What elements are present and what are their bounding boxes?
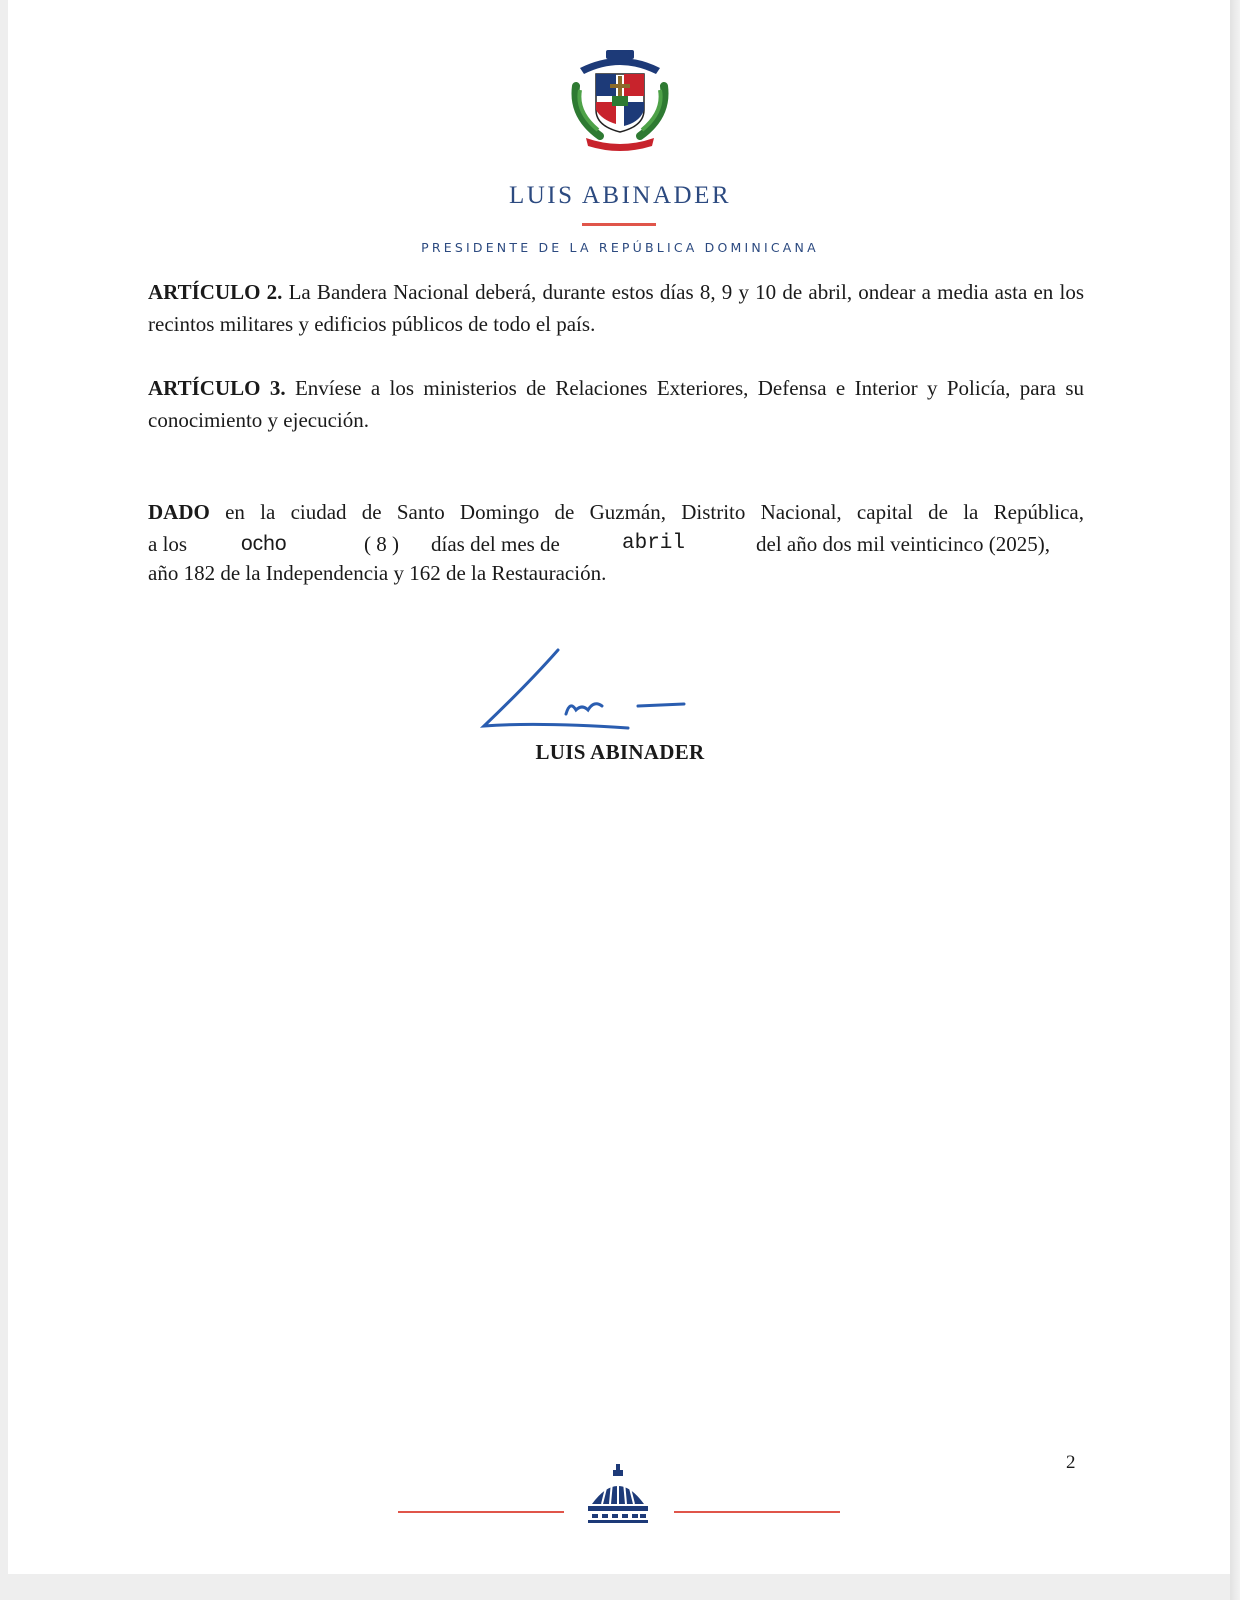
signatory-name: LUIS ABINADER xyxy=(535,740,705,764)
signature-image xyxy=(478,644,692,730)
article-text: La Bandera Nacional deberá, durante estos días 8, 9 y 10 de abril, ondear a media asta en los recintos militares y edificios públicos de todo el país. xyxy=(148,280,1084,336)
header-name: LUIS ABINADER xyxy=(508,182,732,209)
dado-line-2 xyxy=(148,528,1084,560)
day-number: ( 8 ) xyxy=(364,532,399,556)
article-text: Envíese a los ministerios de Relaciones Exteriores, Defensa e Interior y Policía, para su conocimiento y ejecución. xyxy=(148,376,1084,432)
year-text: del año dos mil veinticinco (2025), xyxy=(756,532,1050,556)
document-page xyxy=(8,0,1230,1574)
article-2 xyxy=(148,276,1084,340)
header-divider xyxy=(582,223,656,226)
dias-del-mes-text: días del mes de xyxy=(431,532,560,556)
dado-text: en la ciudad de Santo Domingo de Guzmán, Distrito Nacional, capital de la República, xyxy=(225,500,1085,524)
article-3 xyxy=(148,372,1084,436)
header-title: PRESIDENTE DE LA REPÚBLICA DOMINICANA xyxy=(421,240,819,255)
day-words: ocho xyxy=(241,532,287,555)
page-number: 2 xyxy=(1066,1452,1076,1473)
footer-line-left xyxy=(398,1511,564,1513)
dado-anniversary-text: año 182 de la Independencia y 162 de la Restauración. xyxy=(148,561,607,585)
dado-label: DADO xyxy=(148,500,210,524)
dado-line-1 xyxy=(148,496,1084,528)
article-label: ARTÍCULO 2. xyxy=(148,280,283,304)
national-palace-icon xyxy=(586,1464,650,1524)
month-value: abril xyxy=(622,532,686,555)
a-los-text: a los xyxy=(148,532,188,556)
footer-line-right xyxy=(674,1511,840,1513)
coat-of-arms-icon xyxy=(566,46,674,154)
article-label: ARTÍCULO 3. xyxy=(148,376,286,400)
